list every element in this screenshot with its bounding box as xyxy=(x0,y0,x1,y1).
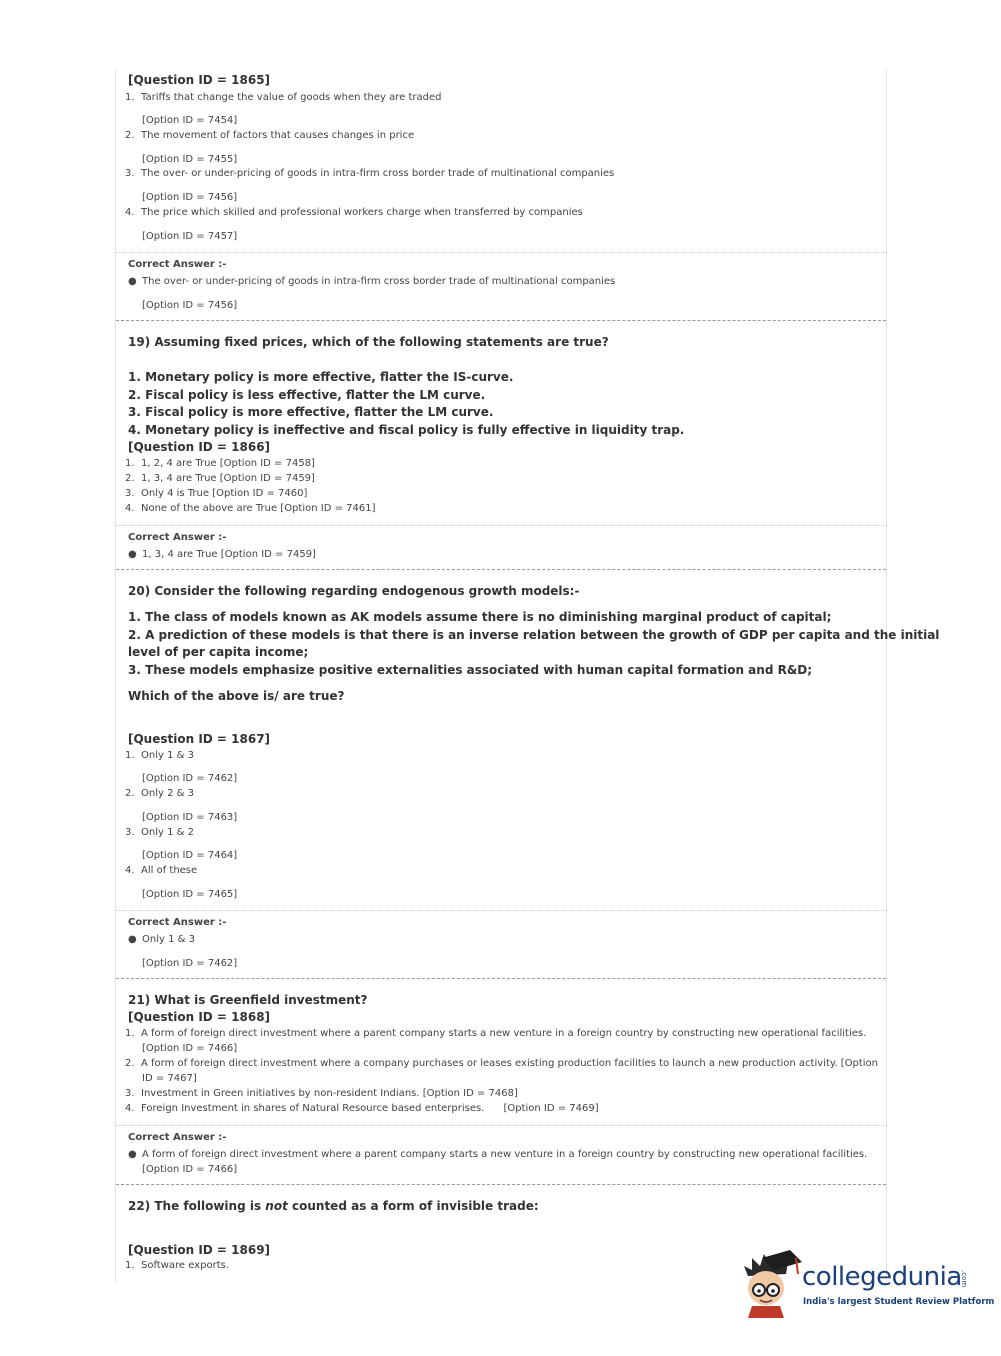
divider xyxy=(116,252,886,253)
correct-answer-label: Correct Answer :- xyxy=(128,259,227,270)
statement: 4. Monetary policy is ineffective and fiscal policy is fully effective in liquidity trap. xyxy=(128,423,685,437)
correct-answer-text: A form of foreign direct investment where a parent company starts a new venture in a foreign country by constructing new operational facilities. xyxy=(142,1149,868,1160)
option-id: [Option ID = 7454] xyxy=(142,115,238,126)
option-text: Foreign Investment in shares of Natural Resource based enterprises. [Option ID = 7469] xyxy=(141,1103,599,1114)
statement: 1. Monetary policy is more effective, flatter the IS-curve. xyxy=(128,370,514,384)
statement: 3. Fiscal policy is more effective, flatter the LM curve. xyxy=(128,405,494,419)
option-id: [Option ID = 7457] xyxy=(142,231,238,242)
question-separator xyxy=(116,1184,886,1185)
option-text: All of these xyxy=(141,865,198,876)
divider xyxy=(116,1125,886,1126)
option-id: [Option ID = 7462] xyxy=(142,958,238,969)
option-id: [Option ID = 7463] xyxy=(142,812,238,823)
question-title: 21) What is Greenfield investment? xyxy=(128,993,368,1007)
option-text: Tariffs that change the value of goods when they are traded xyxy=(141,92,442,103)
question-id: [Question ID = 1865] xyxy=(128,73,271,87)
option-id: [Option ID = 7466] xyxy=(142,1043,238,1054)
brand-domain: .com xyxy=(960,1270,968,1288)
option xyxy=(125,458,315,469)
bullet-icon: ● xyxy=(128,549,137,560)
option xyxy=(125,92,442,103)
option-id: [Option ID = 7455] xyxy=(142,154,238,165)
option xyxy=(125,1260,229,1271)
question-separator xyxy=(116,569,886,570)
option-number: 3. xyxy=(125,488,135,499)
option xyxy=(125,473,315,484)
correct-answer xyxy=(128,276,615,287)
question-id: [Question ID = 1867] xyxy=(128,732,271,746)
option xyxy=(125,168,614,179)
option-number: 3. xyxy=(125,168,135,179)
option xyxy=(125,827,194,838)
title-emphasis: not xyxy=(265,1199,288,1213)
option-number: 1. xyxy=(125,1028,135,1039)
option-text: 1, 3, 4 are True [Option ID = 7459] xyxy=(141,473,315,484)
option-number: 1. xyxy=(125,1260,135,1271)
option-id: [Option ID = 7456] xyxy=(142,192,238,203)
correct-answer-text: Only 1 & 3 xyxy=(142,934,195,945)
question-id: [Question ID = 1868] xyxy=(128,1010,271,1024)
statement: level of per capita income; xyxy=(128,645,309,659)
option-text: Only 1 & 3 xyxy=(141,750,194,761)
option-text: Software exports. xyxy=(141,1260,230,1271)
option-number: 4. xyxy=(125,503,135,514)
question-title: 19) Assuming fixed prices, which of the following statements are true? xyxy=(128,335,609,349)
correct-answer xyxy=(128,934,195,945)
option-text: The movement of factors that causes changes in price xyxy=(141,130,415,141)
correct-answer-text: 1, 3, 4 are True [Option ID = 7459] xyxy=(142,549,316,560)
correct-answer xyxy=(128,549,316,560)
collegedunia-logo xyxy=(740,1248,995,1318)
option-number: 2. xyxy=(125,130,135,141)
option xyxy=(125,1088,518,1099)
question-id: [Question ID = 1869] xyxy=(128,1243,271,1257)
option xyxy=(125,1103,599,1114)
question-ask: Which of the above is/ are true? xyxy=(128,689,345,703)
option-text: 1, 2, 4 are True [Option ID = 7458] xyxy=(141,458,315,469)
option-id: ID = 7467] xyxy=(142,1073,197,1084)
title-post: counted as a form of invisible trade: xyxy=(287,1199,539,1213)
question-separator xyxy=(116,978,886,979)
option xyxy=(125,750,194,761)
option xyxy=(125,1028,866,1039)
statement: 1. The class of models known as AK models assume there is no diminishing marginal product of capital; xyxy=(128,610,832,624)
option xyxy=(125,788,194,799)
option-number: 2. xyxy=(125,1058,135,1069)
option-text: The over- or under-pricing of goods in intra-firm cross border trade of multinational companies xyxy=(141,168,615,179)
option-text: Only 2 & 3 xyxy=(141,788,194,799)
brand-name: collegedunia xyxy=(802,1262,962,1292)
question-title: 20) Consider the following regarding endogenous growth models:- xyxy=(128,584,580,598)
divider xyxy=(116,910,886,911)
divider xyxy=(116,525,886,526)
statement: 2. Fiscal policy is less effective, flatter the LM curve. xyxy=(128,388,486,402)
option xyxy=(125,1058,878,1069)
bullet-icon: ● xyxy=(128,276,137,287)
question-title xyxy=(128,1199,539,1213)
option-number: 1. xyxy=(125,750,135,761)
brand-tagline: India's largest Student Review Platform xyxy=(803,1297,995,1307)
correct-answer-label: Correct Answer :- xyxy=(128,1132,227,1143)
option-text: None of the above are True [Option ID = 7461] xyxy=(141,503,376,514)
option-text: A form of foreign direct investment where a parent company starts a new venture in a foreign country by constructing new operational facilities. xyxy=(141,1028,867,1039)
bullet-icon: ● xyxy=(128,934,137,945)
option xyxy=(125,865,197,876)
option-text: A form of foreign direct investment where a company purchases or leases existing production facilities to launch a new production activity. [Option xyxy=(141,1058,879,1069)
option-number: 4. xyxy=(125,865,135,876)
option xyxy=(125,503,375,514)
correct-answer-label: Correct Answer :- xyxy=(128,917,227,928)
correct-answer xyxy=(128,1149,867,1160)
option-id: [Option ID = 7466] xyxy=(142,1164,238,1175)
option xyxy=(125,130,414,141)
statement: 2. A prediction of these models is that there is an inverse relation between the growth of GDP per capita and the initial xyxy=(128,628,940,642)
option-number: 1. xyxy=(125,92,135,103)
question-separator xyxy=(116,320,886,321)
option-id: [Option ID = 7462] xyxy=(142,773,238,784)
option-number: 3. xyxy=(125,827,135,838)
option-text: Only 1 & 2 xyxy=(141,827,194,838)
option-id: [Option ID = 7456] xyxy=(142,300,238,311)
title-pre: 22) The following is xyxy=(128,1199,266,1213)
option-text: The price which skilled and professional workers charge when transferred by companies xyxy=(141,207,583,218)
option xyxy=(125,207,583,218)
bullet-icon: ● xyxy=(128,1149,137,1160)
option-text: Only 4 is True [Option ID = 7460] xyxy=(141,488,308,499)
option-number: 4. xyxy=(125,1103,135,1114)
option xyxy=(125,488,307,499)
correct-answer-text: The over- or under-pricing of goods in intra-firm cross border trade of multinational companies xyxy=(142,276,616,287)
option-number: 1. xyxy=(125,458,135,469)
option-number: 2. xyxy=(125,473,135,484)
correct-answer-label: Correct Answer :- xyxy=(128,532,227,543)
option-text: Investment in Green initiatives by non-resident Indians. [Option ID = 7468] xyxy=(141,1088,518,1099)
option-number: 3. xyxy=(125,1088,135,1099)
option-number: 4. xyxy=(125,207,135,218)
student-mascot-icon xyxy=(740,1248,802,1318)
option-id: [Option ID = 7464] xyxy=(142,850,238,861)
option-number: 2. xyxy=(125,788,135,799)
option-id: [Option ID = 7465] xyxy=(142,889,238,900)
question-id: [Question ID = 1866] xyxy=(128,440,271,454)
statement: 3. These models emphasize positive externalities associated with human capital formation and R&D; xyxy=(128,663,813,677)
